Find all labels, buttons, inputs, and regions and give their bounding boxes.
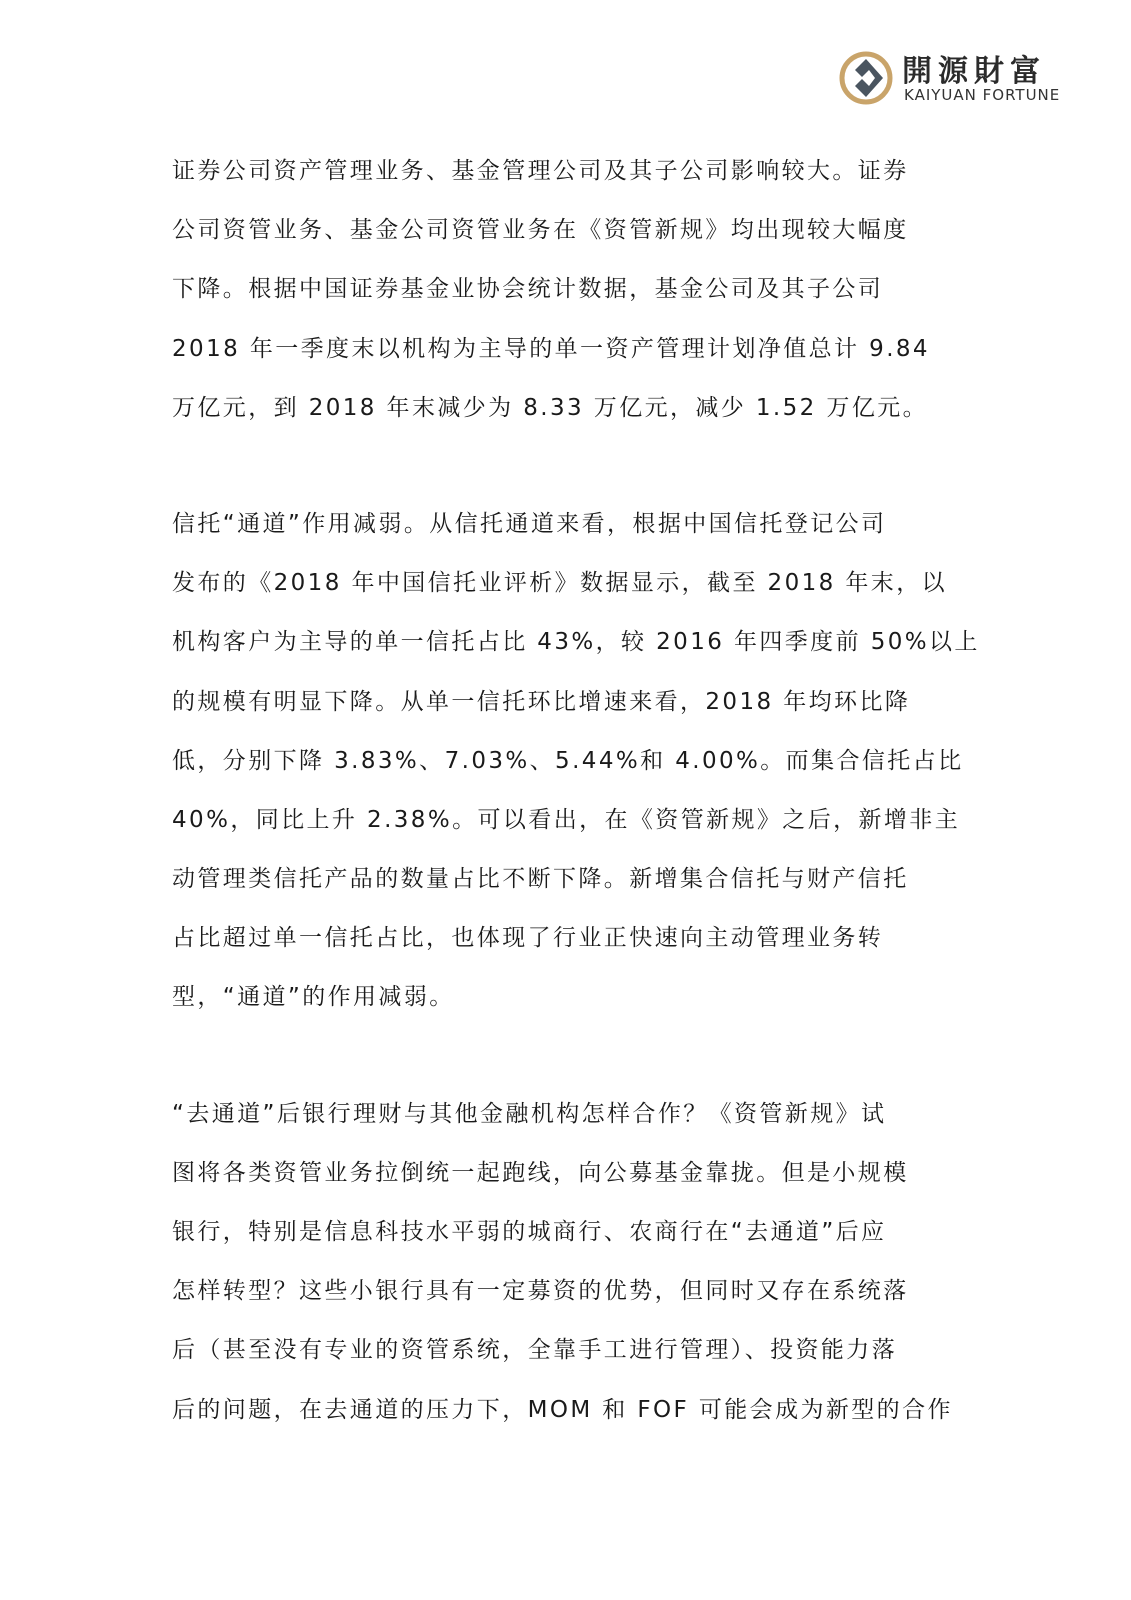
text-line: 万亿元，到 2018 年末减少为 8.33 万亿元，减少 1.52 万亿元。 [172, 394, 929, 421]
text-line: “去通道”后银行理财与其他金融机构怎样合作？《资管新规》试 [172, 1100, 887, 1127]
kaiyuan-logo-icon [838, 50, 894, 106]
paragraph-bank-cooperation [172, 1085, 952, 1440]
text-line: 机构客户为主导的单一信托占比 43%，较 2016 年四季度前 50%以上 [172, 629, 980, 656]
text-line: 低，分别下降 3.83%、7.03%、5.44%和 4.00%。而集合信托占比 [172, 747, 964, 774]
logo-chinese-name: 開源財富 [902, 54, 1046, 89]
paragraph-securities-funds [172, 142, 952, 438]
text-line: 2018 年一季度末以机构为主导的单一资产管理计划净值总计 9.84 [172, 335, 930, 362]
text-line: 发布的《2018 年中国信托业评析》数据显示，截至 2018 年末，以 [172, 570, 947, 597]
text-line: 型，“通道”的作用减弱。 [172, 984, 455, 1011]
text-line: 信托“通道”作用减弱。从信托通道来看，根据中国信托登记公司 [172, 510, 887, 537]
text-line: 怎样转型？这些小银行具有一定募资的优势，但同时又存在系统落 [172, 1278, 909, 1305]
text-line: 银行，特别是信息科技水平弱的城商行、农商行在“去通道”后应 [172, 1219, 887, 1245]
text-line: 公司资管业务、基金公司资管业务在《资管新规》均出现较大幅度 [172, 217, 909, 244]
text-line: 占比超过单一信托占比，也体现了行业正快速向主动管理业务转 [172, 925, 884, 952]
text-line: 后的问题，在去通道的压力下，MOM 和 FOF 可能会成为新型的合作 [172, 1396, 953, 1423]
text-line: 40%，同比上升 2.38%。可以看出，在《资管新规》之后，新增非主 [172, 806, 961, 833]
paragraph-trust-channel [172, 495, 980, 1028]
page-header [838, 46, 1098, 116]
text-line: 后（甚至没有专业的资管系统，全靠手工进行管理）、投资能力落 [172, 1337, 898, 1364]
text-line: 证券公司资产管理业务、基金管理公司及其子公司影响较大。证券 [172, 158, 909, 184]
text-line: 下降。根据中国证券基金业协会统计数据，基金公司及其子公司 [172, 276, 884, 303]
text-line: 动管理类信托产品的数量占比不断下降。新增集合信托与财产信托 [172, 866, 909, 893]
text-line: 图将各类资管业务拉倒统一起跑线，向公募基金靠拢。但是小规模 [172, 1159, 909, 1186]
document-body [172, 142, 980, 1497]
logo-english-name: KAIYUAN FORTUNE [904, 86, 1061, 104]
text-line: 的规模有明显下降。从单一信托环比增速来看，2018 年均环比降 [172, 688, 911, 715]
